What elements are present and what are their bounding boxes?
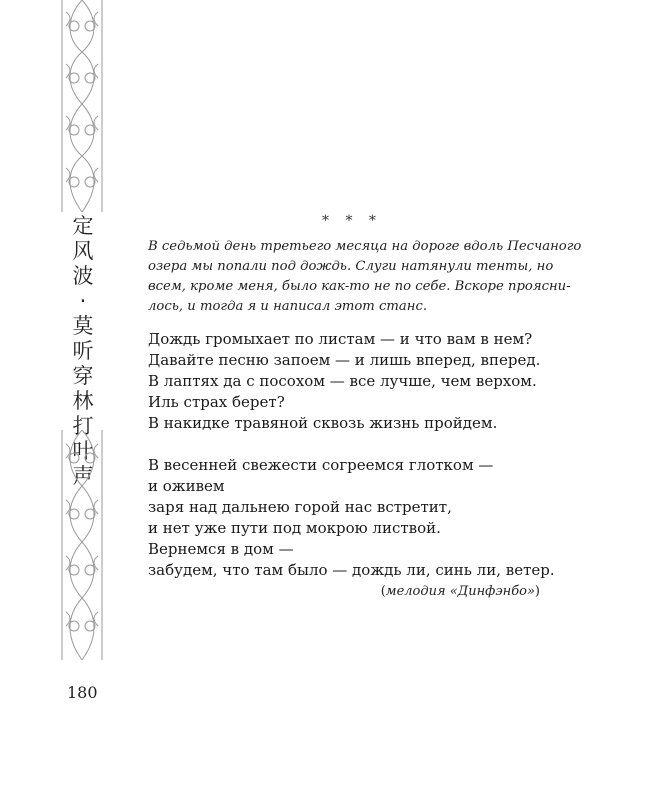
title-char: 听 (72, 339, 94, 363)
melody-attribution (148, 584, 540, 599)
melody-name: мелодия «Динфэнбо» (385, 584, 535, 599)
intro-line: озера мы попали под дождь. Слуги натянули тенты, но (148, 259, 554, 274)
poem-line: В лаптях да с посохом — все лучше, чем верхом. (148, 372, 537, 390)
poem-line: Вернемся в дом — (148, 540, 294, 558)
page-number: 180 (67, 683, 98, 702)
poem-line: и оживем (148, 477, 225, 495)
title-char: 叶 (72, 439, 94, 463)
title-char: 林 (72, 389, 94, 413)
melody-paren-close: ) (534, 584, 540, 599)
decorative-border-top (56, 0, 108, 212)
title-char: 风 (72, 239, 94, 263)
floral-ornament-icon (56, 0, 108, 212)
stanza-break (148, 434, 548, 455)
intro-line: В седьмой день третьего месяца на дороге вдоль Песчаного (148, 239, 582, 254)
poem-line: В накидке травяной сквозь жизнь пройдем. (148, 414, 498, 432)
section-separator: * * * (322, 213, 382, 229)
title-char: 打 (72, 414, 94, 438)
poem-body (148, 329, 555, 581)
intro-line: лось, и тогда я и написал этот станс. (148, 299, 428, 314)
poem-line: Иль страх берет? (148, 393, 285, 411)
title-char: 定 (72, 214, 94, 238)
intro-line: всем, кроме меня, было как-то не по себе. Вскоре проясни- (148, 279, 571, 294)
title-char: 声 (72, 464, 94, 488)
poem-line: и нет уже пути под мокрою листвой. (148, 519, 441, 537)
poem-line: Давайте песню запоем — и лишь вперед, вперед. (148, 351, 541, 369)
poem-line: Дождь громыхает по листам — и что вам в нем? (148, 330, 533, 348)
melody-paren-open: ( (380, 584, 386, 599)
title-char: 穿 (72, 364, 94, 388)
title-char: 波 (72, 264, 94, 288)
title-char: 莫 (72, 314, 94, 338)
poem-line: забудем, что там было — дождь ли, синь ли, ветер. (148, 561, 555, 579)
decorative-border-bottom (56, 430, 108, 660)
poem-line: В весенней свежести согреемся глотком — (148, 456, 494, 474)
poem-line: заря над дальнею горой нас встретит, (148, 498, 452, 516)
title-char: · (79, 289, 87, 313)
floral-ornament-icon (56, 430, 108, 660)
intro-paragraph (148, 237, 582, 317)
